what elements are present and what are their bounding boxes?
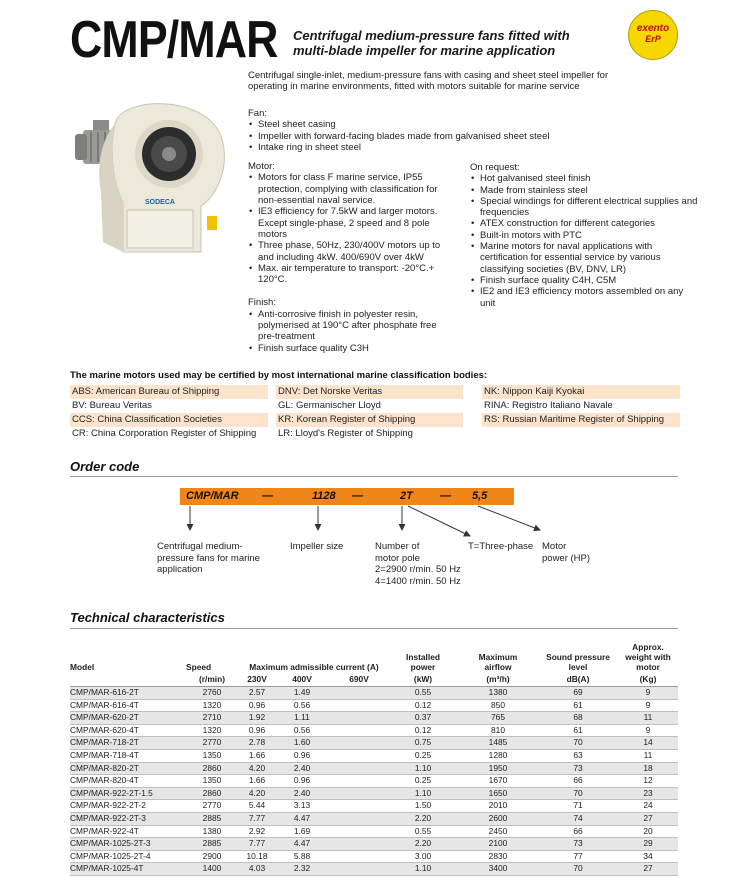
table-cell xyxy=(330,749,388,762)
table-cell: 0.56 xyxy=(274,724,330,737)
table-cell: 2.32 xyxy=(274,863,330,876)
list-item: • Steel sheet casing xyxy=(258,119,453,130)
table-cell: 27 xyxy=(618,863,678,876)
order-label-series: Centrifugal medium-pressure fans for marine application xyxy=(157,541,260,575)
list-item: • Three phase, 50Hz, 230/400V motors up to and including 4kW. 400/690V over 4kW xyxy=(258,240,453,263)
unit-weight: (Kg) xyxy=(618,672,678,687)
table-cell: 2.57 xyxy=(240,687,274,700)
table-row xyxy=(70,724,678,737)
order-label-poles-2: 2=2900 r/min. 50 Hz xyxy=(375,564,461,575)
table-cell: 1350 xyxy=(184,749,240,762)
table-cell: 10.18 xyxy=(240,850,274,863)
table-cell: 2600 xyxy=(458,812,538,825)
table-row xyxy=(70,812,678,825)
col-weight: Approx. weight with motor xyxy=(625,642,671,672)
table-cell-model: CMP/MAR-620-2T xyxy=(70,712,184,725)
table-cell: 0.96 xyxy=(274,775,330,788)
divider xyxy=(70,628,678,629)
table-cell: 0.96 xyxy=(274,749,330,762)
table-cell: 61 xyxy=(538,724,618,737)
table-cell: 4.20 xyxy=(240,787,274,800)
table-row xyxy=(70,687,678,700)
table-cell xyxy=(330,775,388,788)
table-cell: 23 xyxy=(618,787,678,800)
table-cell: 2770 xyxy=(184,737,240,750)
table-cell xyxy=(330,712,388,725)
cert-nk: NK: Nippon Kaiji Kyokai xyxy=(482,385,680,399)
table-cell: 1320 xyxy=(184,699,240,712)
table-row xyxy=(70,825,678,838)
table-cell xyxy=(330,724,388,737)
table-cell xyxy=(330,687,388,700)
table-cell: 2710 xyxy=(184,712,240,725)
table-cell: 0.25 xyxy=(388,775,458,788)
table-cell: 70 xyxy=(538,863,618,876)
table-cell: 68 xyxy=(538,712,618,725)
table-row xyxy=(70,749,678,762)
list-item: • IE2 and IE3 efficiency motors assembled on any unit xyxy=(480,286,700,309)
badge-line-2: ErP xyxy=(645,34,661,44)
order-label-phase: T=Three-phase xyxy=(468,541,534,552)
table-cell: 0.12 xyxy=(388,724,458,737)
table-cell: 1650 xyxy=(458,787,538,800)
table-cell: 765 xyxy=(458,712,538,725)
table-cell: 9 xyxy=(618,687,678,700)
table-cell: 1670 xyxy=(458,775,538,788)
table-cell-model: CMP/MAR-620-4T xyxy=(70,724,184,737)
col-speed: Speed xyxy=(186,662,212,672)
table-cell: 77 xyxy=(538,850,618,863)
table-cell: 1.10 xyxy=(388,762,458,775)
list-item: • ATEX construction for different categories xyxy=(480,218,700,229)
table-cell: 34 xyxy=(618,850,678,863)
list-item: • Marine motors for naval applications with certification for essential service by various classifying societies (BV, DNV, LR) xyxy=(480,241,700,275)
unit-690v: 690V xyxy=(330,672,388,687)
table-cell-model: CMP/MAR-616-4T xyxy=(70,699,184,712)
order-code-series: CMP/MAR xyxy=(186,490,239,502)
certification-heading: The marine motors used may be certified by most international marine classification bodies: xyxy=(70,370,488,381)
technical-heading: Technical characteristics xyxy=(70,610,225,625)
table-cell: 2010 xyxy=(458,800,538,813)
table-cell: 2885 xyxy=(184,838,240,851)
unit-sound: dB(A) xyxy=(538,672,618,687)
table-cell xyxy=(330,850,388,863)
table-cell: 1.50 xyxy=(388,800,458,813)
cert-rina: RINA: Registro Italiano Navale xyxy=(484,400,613,411)
table-cell: 61 xyxy=(538,699,618,712)
table-cell-model: CMP/MAR-922-2T-3 xyxy=(70,812,184,825)
table-cell: 9 xyxy=(618,724,678,737)
cert-ccs: CCS: China Classification Societies xyxy=(70,413,268,427)
badge-line-1: exento xyxy=(636,23,670,34)
table-cell: 0.55 xyxy=(388,825,458,838)
table-cell: 2.92 xyxy=(240,825,274,838)
table-cell: 24 xyxy=(618,800,678,813)
table-cell: 3.00 xyxy=(388,850,458,863)
table-cell: 1280 xyxy=(458,749,538,762)
list-item: • Motors for class F marine service, IP55 protection, complying with classification for non-essential naval service. xyxy=(258,172,453,206)
table-cell: 1380 xyxy=(184,825,240,838)
table-cell: 71 xyxy=(538,800,618,813)
table-cell: 1.11 xyxy=(274,712,330,725)
table-row xyxy=(70,850,678,863)
cert-bv: BV: Bureau Veritas xyxy=(72,400,152,411)
table-row xyxy=(70,737,678,750)
order-label-poles: Number of motor pole xyxy=(375,541,420,564)
order-code-power: 5,5 xyxy=(472,490,488,502)
table-cell: 850 xyxy=(458,699,538,712)
table-cell: 2100 xyxy=(458,838,538,851)
table-cell: 1.49 xyxy=(274,687,330,700)
table-cell: 7.77 xyxy=(240,812,274,825)
table-cell-model: CMP/MAR-1025-4T xyxy=(70,863,184,876)
list-item: • IE3 efficiency for 7.5kW and larger motors. Except single-phase, 2 speed and 8 pole motors xyxy=(258,206,453,240)
table-cell-model: CMP/MAR-1025-2T-3 xyxy=(70,838,184,851)
table-cell: 1.10 xyxy=(388,863,458,876)
table-cell: 1.92 xyxy=(240,712,274,725)
table-cell: 1320 xyxy=(184,724,240,737)
table-cell: 2760 xyxy=(184,687,240,700)
table-row xyxy=(70,863,678,876)
table-cell: 810 xyxy=(458,724,538,737)
unit-power: (kW) xyxy=(388,672,458,687)
table-cell: 2860 xyxy=(184,762,240,775)
table-cell: 1400 xyxy=(184,863,240,876)
table-cell: 1.66 xyxy=(240,775,274,788)
table-cell: 9 xyxy=(618,699,678,712)
col-model: Model xyxy=(70,662,95,672)
table-cell xyxy=(330,800,388,813)
order-code-heading: Order code xyxy=(70,459,140,474)
table-cell: 66 xyxy=(538,775,618,788)
table-cell: 1380 xyxy=(458,687,538,700)
list-item: • Made from stainless steel xyxy=(480,185,700,196)
table-cell: 1.66 xyxy=(240,749,274,762)
table-cell-model: CMP/MAR-820-2T xyxy=(70,762,184,775)
col-airflow: Maximum airflow xyxy=(478,652,518,672)
cert-dnv: DNV: Det Norske Veritas xyxy=(276,385,463,399)
table-row xyxy=(70,787,678,800)
list-item: • Impeller with forward-facing blades made from galvanised sheet steel xyxy=(258,131,453,142)
on-request-heading: On request: xyxy=(470,162,520,173)
table-cell: 1.10 xyxy=(388,787,458,800)
table-cell: 0.96 xyxy=(240,699,274,712)
table-cell: 2.20 xyxy=(388,838,458,851)
table-cell: 2450 xyxy=(458,825,538,838)
table-cell-model: CMP/MAR-922-4T xyxy=(70,825,184,838)
list-item: • Finish surface quality C4H, C5M xyxy=(480,275,700,286)
intro-text: Centrifugal single-inlet, medium-pressure fans with casing and sheet steel impeller for operating in marine environments, fitted with motors suitable for marine service xyxy=(248,70,609,93)
table-cell xyxy=(330,825,388,838)
table-cell: 7.77 xyxy=(240,838,274,851)
order-label-power-1: Motor xyxy=(542,541,567,552)
table-cell: 1950 xyxy=(458,762,538,775)
unit-400v: 400V xyxy=(274,672,330,687)
table-cell-model: CMP/MAR-922-2T-1.5 xyxy=(70,787,184,800)
list-item: • Special windings for different electrical supplies and frequencies xyxy=(480,196,700,219)
technical-table xyxy=(70,642,678,876)
table-cell: 4.47 xyxy=(274,812,330,825)
table-row xyxy=(70,762,678,775)
table-cell xyxy=(330,699,388,712)
cert-rs: RS: Russian Maritime Register of Shipping xyxy=(482,413,680,427)
table-cell-model: CMP/MAR-718-4T xyxy=(70,749,184,762)
list-item: • Max. air temperature to transport: -20°C.+ 120°C. xyxy=(258,263,453,286)
table-cell: 0.75 xyxy=(388,737,458,750)
table-cell: 70 xyxy=(538,737,618,750)
table-cell: 2.78 xyxy=(240,737,274,750)
order-code-dash: — xyxy=(352,490,363,502)
order-label-impeller: Impeller size xyxy=(290,541,344,552)
table-cell: 20 xyxy=(618,825,678,838)
table-cell: 0.56 xyxy=(274,699,330,712)
table-row xyxy=(70,800,678,813)
table-cell: 12 xyxy=(618,775,678,788)
fan-heading: Fan: xyxy=(248,108,268,119)
table-cell: 14 xyxy=(618,737,678,750)
table-cell: 4.20 xyxy=(240,762,274,775)
table-cell: 3.13 xyxy=(274,800,330,813)
cert-lr: LR: Lloyd's Register of Shipping xyxy=(278,428,413,439)
table-cell: 69 xyxy=(538,687,618,700)
table-row xyxy=(70,838,678,851)
table-cell: 4.03 xyxy=(240,863,274,876)
table-cell: 73 xyxy=(538,838,618,851)
table-cell: 70 xyxy=(538,787,618,800)
table-cell: 2.40 xyxy=(274,787,330,800)
list-item: • Intake ring in sheet steel xyxy=(258,142,453,153)
table-cell xyxy=(330,737,388,750)
technical-table-body xyxy=(70,687,678,876)
order-code-dash: — xyxy=(262,490,273,502)
order-code-poles: 2T xyxy=(400,490,413,502)
cert-kr: KR: Korean Register of Shipping xyxy=(276,413,463,427)
table-cell: 2900 xyxy=(184,850,240,863)
order-label-poles-4: 4=1400 r/min. 50 Hz xyxy=(375,576,461,587)
table-cell: 11 xyxy=(618,712,678,725)
table-cell: 1485 xyxy=(458,737,538,750)
table-cell: 2830 xyxy=(458,850,538,863)
col-current: Maximum admissible current (A) xyxy=(249,662,379,672)
brand-mark: SODECA xyxy=(145,199,175,206)
table-cell: 1.60 xyxy=(274,737,330,750)
table-cell: 18 xyxy=(618,762,678,775)
table-cell xyxy=(330,838,388,851)
cert-cr: CR: China Corporation Register of Shipping xyxy=(72,428,257,439)
col-sound: Sound pressure level xyxy=(546,652,610,672)
table-cell: 11 xyxy=(618,749,678,762)
list-item: • Hot galvanised steel finish xyxy=(480,173,700,184)
page-subtitle: Centrifugal medium-pressure fans fitted with multi-blade impeller for marine application xyxy=(293,28,570,58)
table-cell: 2.40 xyxy=(274,762,330,775)
table-cell: 2885 xyxy=(184,812,240,825)
table-cell xyxy=(330,812,388,825)
col-power: Installed power xyxy=(406,652,440,672)
table-cell: 66 xyxy=(538,825,618,838)
order-label-power-2: power (HP) xyxy=(542,553,591,564)
table-row xyxy=(70,699,678,712)
table-cell-model: CMP/MAR-820-4T xyxy=(70,775,184,788)
table-cell: 0.25 xyxy=(388,749,458,762)
table-cell xyxy=(330,762,388,775)
table-cell-model: CMP/MAR-718-2T xyxy=(70,737,184,750)
table-row xyxy=(70,712,678,725)
finish-heading: Finish: xyxy=(248,297,276,309)
table-cell: 74 xyxy=(538,812,618,825)
table-cell xyxy=(330,863,388,876)
table-cell: 0.12 xyxy=(388,699,458,712)
table-cell: 5.88 xyxy=(274,850,330,863)
table-cell-model: CMP/MAR-1025-2T-4 xyxy=(70,850,184,863)
order-code-impeller: 1128 xyxy=(312,490,336,502)
unit-airflow: (m³/h) xyxy=(458,672,538,687)
cert-gl: GL: Germanischer Lloyd xyxy=(278,400,381,411)
table-cell: 1350 xyxy=(184,775,240,788)
cert-abs: ABS: American Bureau of Shipping xyxy=(70,385,268,399)
unit-230v: 230V xyxy=(240,672,274,687)
table-cell: 0.37 xyxy=(388,712,458,725)
table-cell xyxy=(330,787,388,800)
table-cell-model: CMP/MAR-922-2T-2 xyxy=(70,800,184,813)
table-cell-model: CMP/MAR-616-2T xyxy=(70,687,184,700)
list-item: • Finish surface quality C3H xyxy=(258,343,453,354)
table-cell: 27 xyxy=(618,812,678,825)
table-cell: 0.55 xyxy=(388,687,458,700)
table-cell: 73 xyxy=(538,762,618,775)
page-title: CMP/MAR xyxy=(70,11,278,69)
table-row xyxy=(70,775,678,788)
order-code-dash: — xyxy=(440,490,451,502)
table-cell: 4.47 xyxy=(274,838,330,851)
table-cell: 2770 xyxy=(184,800,240,813)
table-cell: 2.20 xyxy=(388,812,458,825)
table-cell: 2860 xyxy=(184,787,240,800)
table-cell: 5.44 xyxy=(240,800,274,813)
table-units-row xyxy=(70,672,678,687)
table-cell: 29 xyxy=(618,838,678,851)
unit-speed: (r/min) xyxy=(184,672,240,687)
table-cell: 63 xyxy=(538,749,618,762)
table-cell: 1.69 xyxy=(274,825,330,838)
motor-heading: Motor: xyxy=(248,161,275,173)
list-item: • Anti-corrosive finish in polyester resin, polymerised at 190°C after phosphate free pre-treatment xyxy=(258,309,453,343)
list-item: • Built-in motors with PTC xyxy=(480,230,700,241)
table-header-row xyxy=(70,642,678,672)
table-cell: 0.96 xyxy=(240,724,274,737)
table-cell: 3400 xyxy=(458,863,538,876)
